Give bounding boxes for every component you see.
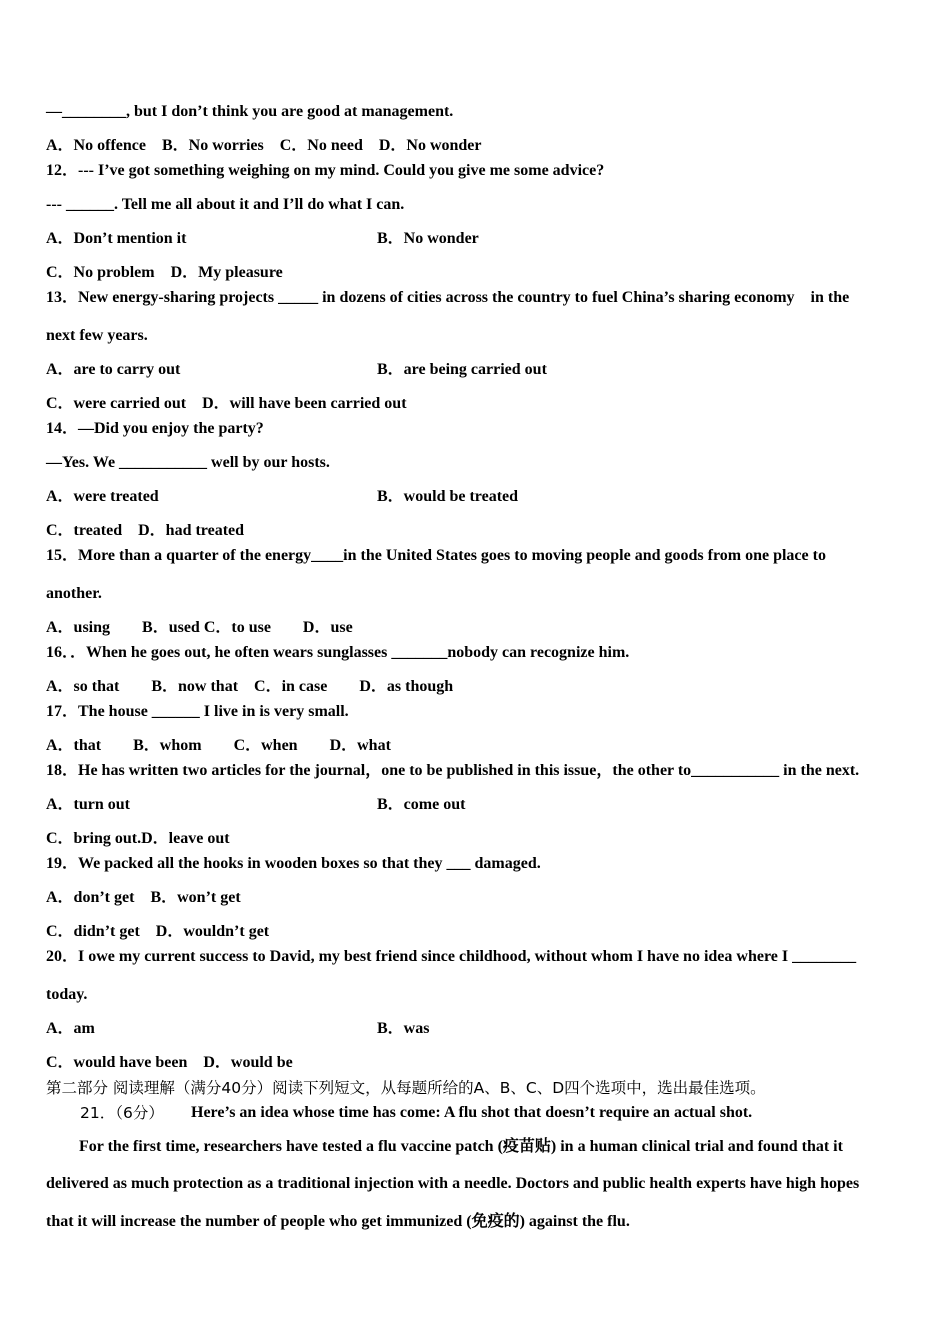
q11-prompt-line: —________, but I don’t think you are good at management.: [46, 103, 454, 120]
q18-question: 18．He has written two articles for the journal，one to be published in this issue，the other to___________ in the next.: [46, 762, 860, 779]
q21-number: 21．（6分）: [80, 1104, 164, 1122]
q19-options-ab: A．don’t get B．won’t get: [46, 889, 241, 906]
q14-option-b: B．would be treated: [377, 488, 519, 505]
q11-options: A．No offence B．No worries C．No need D．No wonder: [46, 137, 482, 154]
passage-line-2: delivered as much protection as a traditional injection with a needle. Doctors and public health experts have high hopes: [46, 1175, 860, 1192]
q18-options-cd: C．bring out.D．leave out: [46, 830, 230, 847]
passage-line-3: that it will increase the number of people who get immunized (免疫的) against the flu.: [46, 1213, 630, 1230]
q13-option-a: A．are to carry out: [46, 361, 181, 378]
q14-question: 14．—Did you enjoy the party?: [46, 420, 264, 437]
q20-option-a: A．am: [46, 1020, 95, 1037]
q13-question: 13．New energy-sharing projects _____ in dozens of cities across the country to fuel China’s sharing economy in the: [46, 289, 850, 306]
passage-title-line: Here’s an idea whose time has come: A flu shot that doesn’t require an actual shot.: [191, 1104, 753, 1121]
q20-option-b: B．was: [377, 1020, 430, 1037]
q16-options: A．so that B．now that C．in case D．as though: [46, 678, 454, 695]
q17-question: 17．The house ______ I live in is very small.: [46, 703, 349, 720]
q14-response: —Yes. We ___________ well by our hosts.: [46, 454, 330, 471]
passage-line-1: For the first time, researchers have tested a flu vaccine patch (疫苗贴) in a human clinical trial and found that it: [79, 1138, 843, 1155]
q16-question: 16．．When he goes out, he often wears sunglasses _______nobody can recognize him.: [46, 644, 630, 661]
q13-option-b: B．are being carried out: [377, 361, 547, 378]
q20-question-cont: today.: [46, 986, 88, 1003]
q13-question-cont: next few years.: [46, 327, 148, 344]
q12-option-b: B．No wonder: [377, 230, 479, 247]
q12-response: --- ______. Tell me all about it and I’ll do what I can.: [46, 196, 405, 213]
q12-question: 12．--- I’ve got something weighing on my mind. Could you give me some advice?: [46, 162, 605, 179]
q20-options-cd: C．would have been D．would be: [46, 1054, 293, 1071]
q19-options-cd: C．didn’t get D．wouldn’t get: [46, 923, 270, 940]
q17-options: A．that B．whom C．when D．what: [46, 737, 391, 754]
q14-option-a: A．were treated: [46, 488, 159, 505]
q14-options-cd: C．treated D．had treated: [46, 522, 245, 539]
q18-option-b: B．come out: [377, 796, 466, 813]
q20-question: 20．I owe my current success to David, my best friend since childhood, without whom I have no idea where I ________: [46, 948, 857, 965]
q12-options-cd: C．No problem D．My pleasure: [46, 264, 283, 281]
q12-option-a: A．Don’t mention it: [46, 230, 187, 247]
q19-question: 19．We packed all the hooks in wooden boxes so that they ___ damaged.: [46, 855, 541, 872]
q18-option-a: A．turn out: [46, 796, 131, 813]
q15-question-cont: another.: [46, 585, 102, 602]
q15-options: A．using B．used C．to use D．use: [46, 619, 353, 636]
section-heading: 第二部分 阅读理解（满分40分）阅读下列短文，从每题所给的A、B、C、D四个选项中，选出最佳选项。: [46, 1079, 766, 1097]
q15-question: 15．More than a quarter of the energy____in the United States goes to moving people and goods from one place to: [46, 547, 826, 564]
q13-options-cd: C．were carried out D．will have been carried out: [46, 395, 407, 412]
